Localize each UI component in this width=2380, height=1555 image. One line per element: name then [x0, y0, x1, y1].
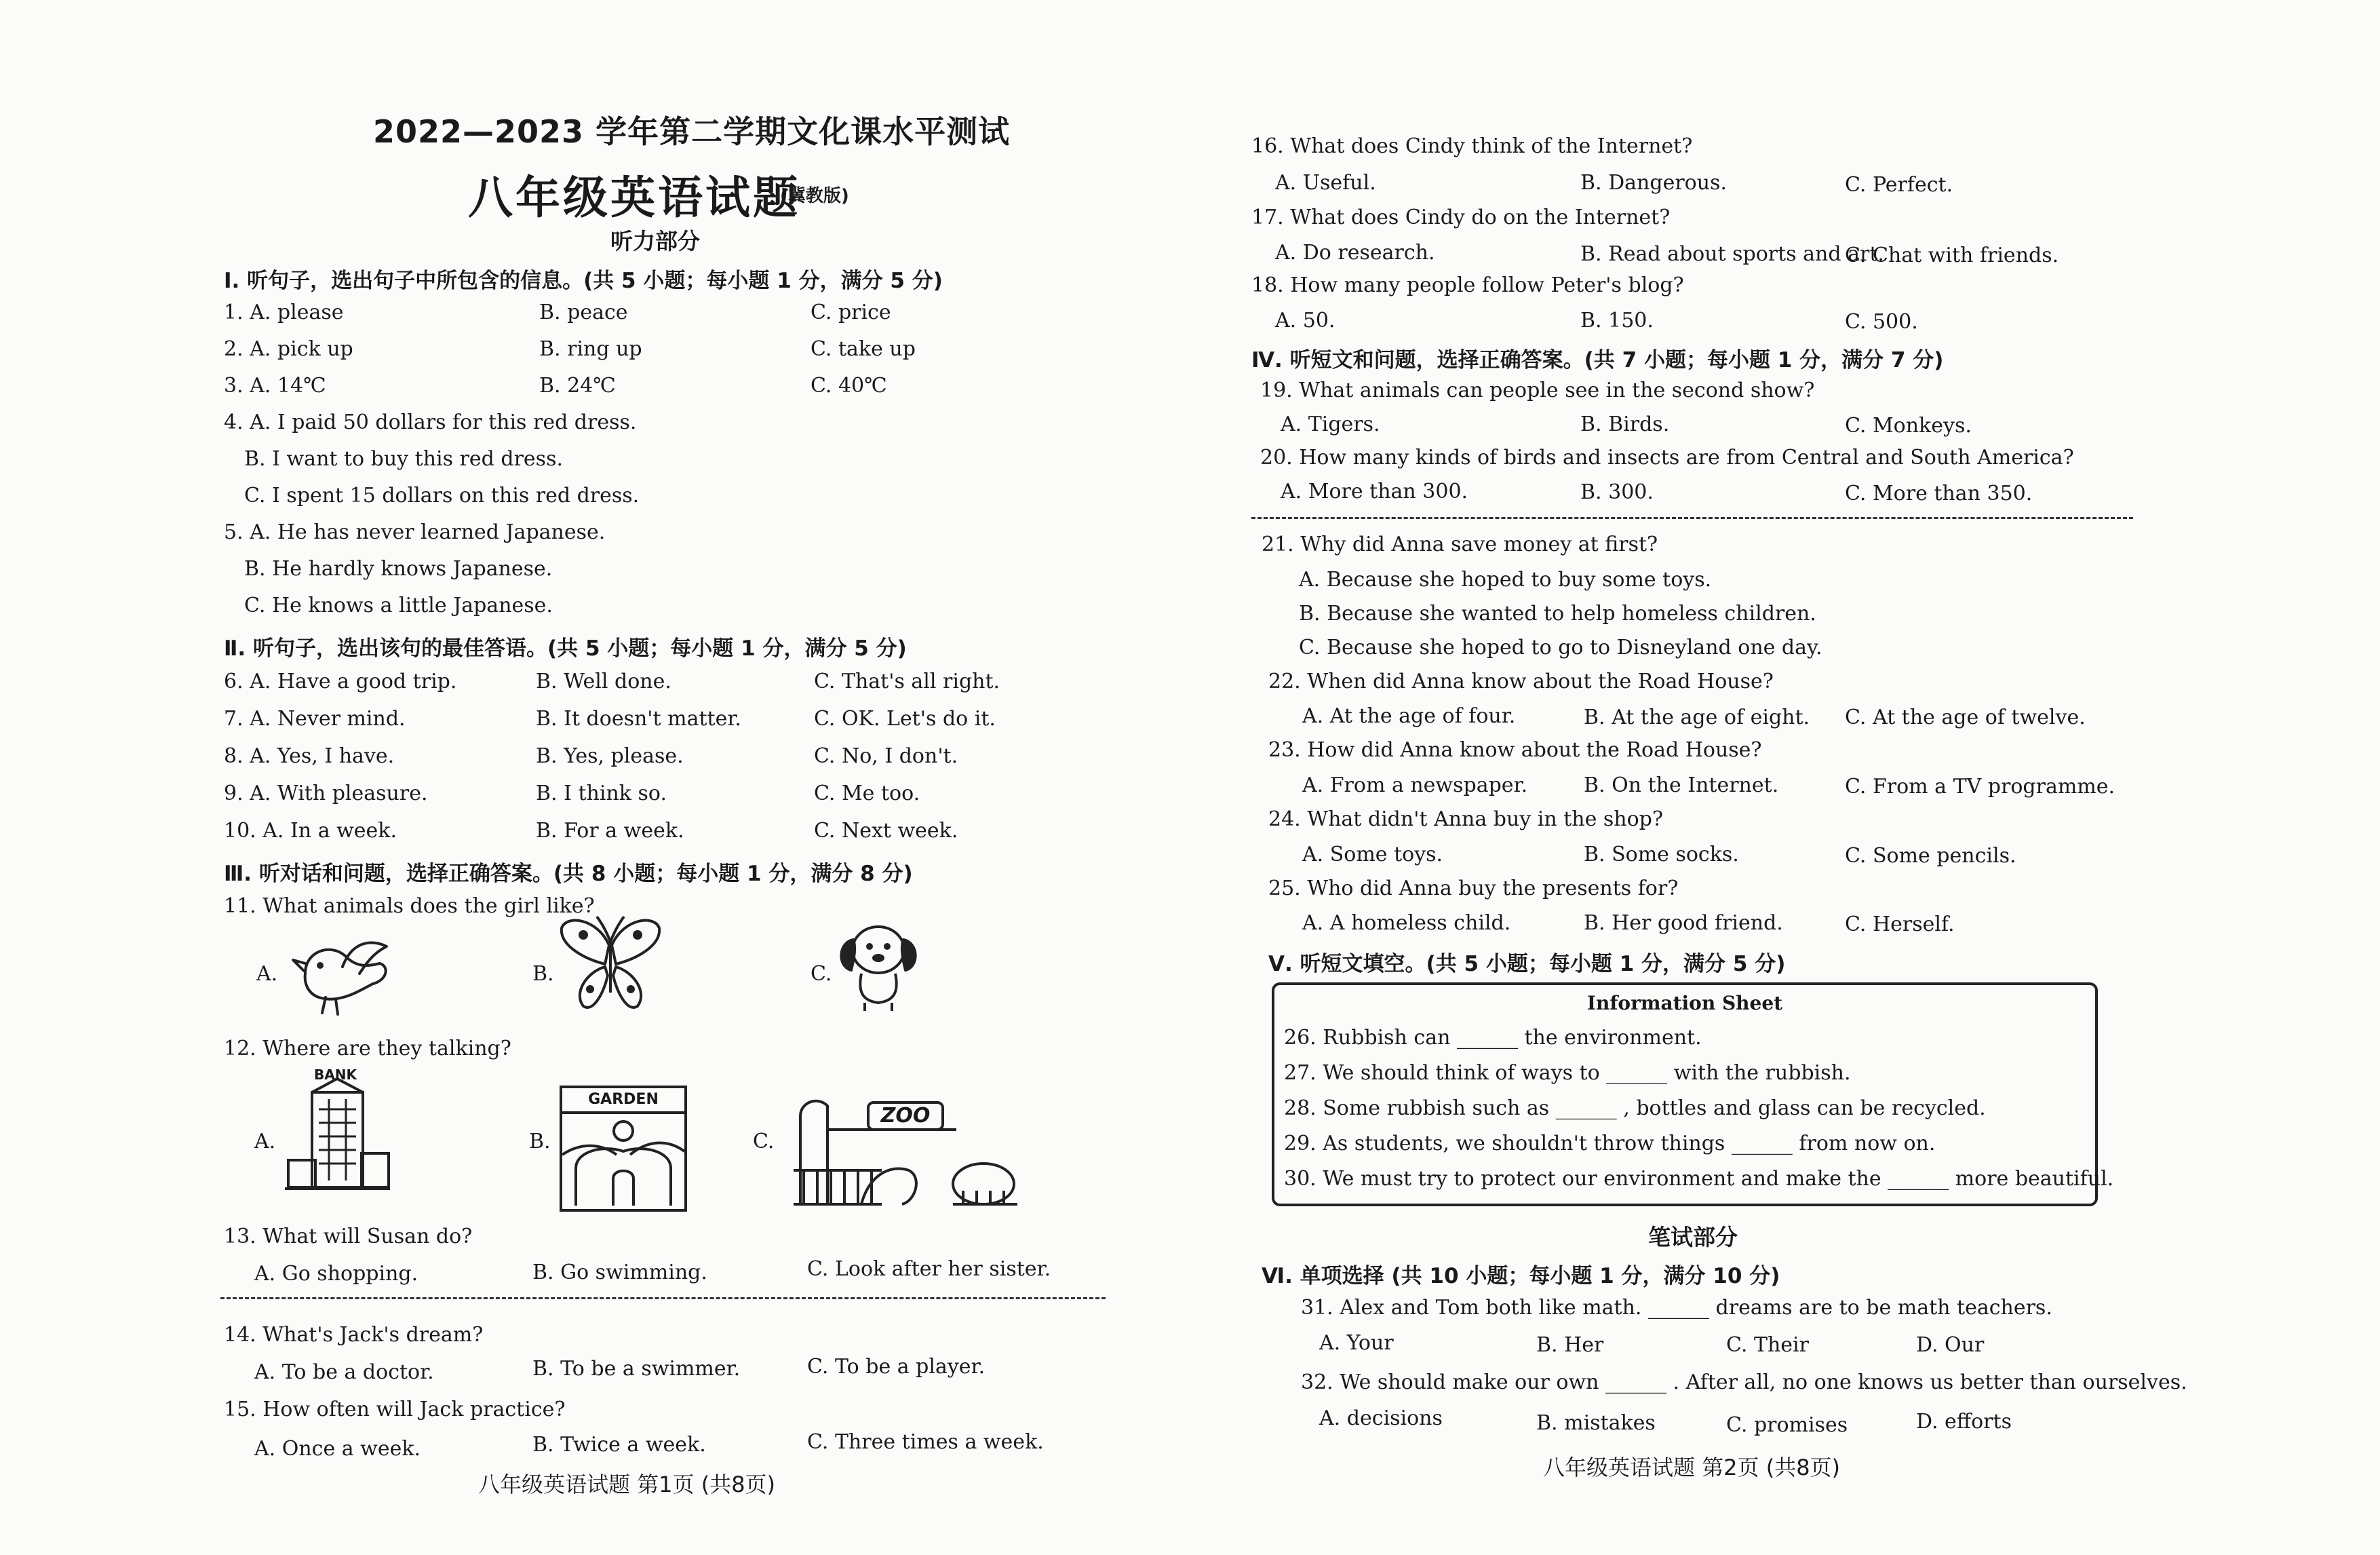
q16-option-a: A. Useful. [1275, 171, 1376, 195]
q12-stem: 12. Where are they talking? [224, 1037, 511, 1060]
q14-option-b: B. To be a swimmer. [532, 1357, 741, 1381]
q22-option-a: A. At the age of four. [1302, 704, 1516, 728]
q20-option-b: B. 300. [1580, 480, 1654, 504]
q12-label-a: A. [254, 1130, 276, 1153]
garden-picture [560, 1086, 687, 1212]
q24-option-c: C. Some pencils. [1845, 844, 2016, 868]
q8-option-b: B. Yes, please. [536, 744, 684, 768]
q17-stem: 17. What does Cindy do on the Internet? [1251, 206, 1671, 229]
q16-stem: 16. What does Cindy think of the Internet? [1251, 134, 1693, 158]
q8-option-a: 8. A. Yes, I have. [224, 744, 395, 768]
q11-label-a: A. [256, 962, 278, 986]
q3-option-c: C. 40℃ [811, 374, 887, 398]
q15-option-b: B. Twice a week. [532, 1433, 706, 1457]
q31-stem: 31. Alex and Tom both like math. ______ dreams are to be math teachers. [1301, 1296, 2052, 1320]
q24-option-b: B. Some socks. [1584, 843, 1739, 866]
q13-option-c: C. Look after her sister. [807, 1257, 1051, 1281]
q27-blank-line: 27. We should think of ways to ______ with the rubbish. [1284, 1061, 1851, 1085]
information-sheet-box [1272, 982, 2114, 1206]
section-2-heading: Ⅱ. 听句子，选出该句的最佳答语。(共 5 小题；每小题 1 分，满分 5 分) [224, 636, 907, 661]
q23-stem: 23. How did Anna know about the Road House? [1268, 738, 1762, 762]
q8-option-c: C. No, I don't. [814, 744, 958, 768]
q4-option-b: B. I want to buy this red dress. [244, 447, 564, 471]
q5-option-a: 5. A. He has never learned Japanese. [224, 520, 606, 544]
q25-option-c: C. Herself. [1845, 913, 1955, 936]
q31-option-d: D. Our [1916, 1333, 1985, 1357]
q6-option-b: B. Well done. [536, 670, 671, 693]
q21-stem: 21. Why did Anna save money at first? [1262, 533, 1658, 556]
q6-option-a: 6. A. Have a good trip. [224, 670, 457, 693]
exam-subject-title: 八年级英语试题 [468, 172, 800, 224]
bank-building-icon [281, 1072, 393, 1201]
edition-label: (冀教版) [780, 186, 849, 206]
q15-option-a: A. Once a week. [254, 1437, 421, 1461]
bird-picture [285, 926, 400, 1018]
q20-stem: 20. How many kinds of birds and insects are from Central and South America? [1260, 446, 2074, 469]
q5-option-c: C. He knows a little Japanese. [244, 594, 553, 617]
q18-stem: 18. How many people follow Peter's blog? [1251, 273, 1684, 297]
q32-option-a: A. decisions [1319, 1406, 1443, 1430]
q1-option-c: C. price [811, 301, 891, 324]
q10-option-c: C. Next week. [814, 819, 958, 843]
q9-option-b: B. I think so. [536, 782, 667, 805]
bank-picture [281, 1067, 393, 1201]
q21-option-b: B. Because she wanted to help homeless children. [1299, 602, 1816, 626]
q31-option-a: A. Your [1319, 1331, 1394, 1355]
q6-option-c: C. That's all right. [814, 670, 1000, 693]
q14-stem: 14. What's Jack's dream? [224, 1323, 484, 1347]
q25-option-a: A. A homeless child. [1302, 911, 1511, 935]
q2-option-a: 2. A. pick up [224, 337, 353, 361]
butterfly-picture [556, 911, 665, 1016]
q17-option-b: B. Read about sports and art. [1580, 242, 1884, 266]
section-4-heading: Ⅳ. 听短文和问题，选择正确答案。(共 7 小题；每小题 1 分，满分 7 分) [1251, 348, 1944, 372]
q2-option-c: C. take up [811, 337, 916, 361]
q9-option-a: 9. A. With pleasure. [224, 782, 428, 805]
q1-option-a: 1. A. please [224, 301, 344, 324]
q11-stem: 11. What animals does the girl like? [224, 894, 595, 918]
q17-option-c: C. Chat with friends. [1845, 244, 2059, 267]
exam-year-title: 2022—2023 学年第二学期文化课水平测试 [373, 113, 1011, 150]
q11-label-b: B. [532, 962, 554, 986]
cut-line-left [220, 1297, 1106, 1299]
q20-option-c: C. More than 350. [1845, 482, 2033, 505]
information-sheet-title: Information Sheet [1586, 992, 1783, 1014]
section-3-heading: Ⅲ. 听对话和问题，选择正确答案。(共 8 小题；每小题 1 分，满分 8 分) [224, 862, 913, 886]
q19-option-a: A. Tigers. [1281, 412, 1380, 436]
q30-blank-line: 30. We must try to protect our environment and make the ______ more beautiful. [1284, 1167, 2114, 1191]
q23-option-b: B. On the Internet. [1584, 773, 1779, 797]
q28-blank-line: 28. Some rubbish such as ______ , bottles and glass can be recycled. [1284, 1096, 1986, 1120]
q22-option-c: C. At the age of twelve. [1845, 706, 2086, 729]
q7-option-c: C. OK. Let's do it. [814, 707, 996, 731]
q25-option-b: B. Her good friend. [1584, 911, 1783, 935]
q5-option-b: B. He hardly knows Japanese. [244, 557, 553, 581]
zoo-picture [787, 1089, 1017, 1211]
q19-option-b: B. Birds. [1580, 412, 1670, 436]
q14-option-a: A. To be a doctor. [254, 1360, 434, 1384]
q31-option-c: C. Their [1726, 1333, 1809, 1357]
q32-option-c: C. promises [1726, 1413, 1848, 1437]
q18-option-b: B. 150. [1580, 309, 1654, 332]
listening-part-heading: 听力部分 [610, 228, 700, 254]
q18-option-a: A. 50. [1275, 309, 1335, 332]
q11-label-c: C. [811, 962, 832, 986]
q14-option-c: C. To be a player. [807, 1355, 986, 1379]
q22-stem: 22. When did Anna know about the Road House? [1268, 670, 1774, 693]
q1-option-b: B. peace [539, 301, 628, 324]
q7-option-b: B. It doesn't matter. [536, 707, 741, 731]
q24-option-a: A. Some toys. [1302, 843, 1443, 866]
q32-stem: 32. We should make our own ______ . After all, no one knows us better than ourselves. [1301, 1370, 2187, 1394]
q4-option-c: C. I spent 15 dollars on this red dress. [244, 484, 640, 507]
section-5-heading: Ⅴ. 听短文填空。(共 5 小题；每小题 1 分，满分 5 分) [1268, 952, 1786, 976]
q32-option-d: D. efforts [1916, 1410, 2012, 1434]
q26-blank-line: 26. Rubbish can ______ the environment. [1284, 1026, 1702, 1050]
q23-option-a: A. From a newspaper. [1302, 773, 1528, 797]
q17-option-a: A. Do research. [1275, 241, 1435, 265]
q19-stem: 19. What animals can people see in the second show? [1260, 379, 1815, 402]
q18-option-c: C. 500. [1845, 310, 1918, 334]
q21-option-c: C. Because she hoped to go to Disneyland one day. [1299, 636, 1822, 659]
q15-option-c: C. Three times a week. [807, 1430, 1044, 1454]
q13-stem: 13. What will Susan do? [224, 1225, 473, 1248]
q2-option-b: B. ring up [539, 337, 642, 361]
section-1-heading: Ⅰ. 听句子，选出句子中所包含的信息。(共 5 小题；每小题 1 分，满分 5 分) [224, 269, 943, 293]
q21-option-a: A. Because she hoped to buy some toys. [1299, 568, 1712, 592]
footer-page-2: 八年级英语试题 第2页 (共8页) [1543, 1455, 1841, 1480]
q13-option-b: B. Go swimming. [532, 1261, 707, 1284]
q15-stem: 15. How often will Jack practice? [224, 1398, 566, 1421]
q3-option-b: B. 24℃ [539, 374, 616, 398]
q10-option-b: B. For a week. [536, 819, 684, 843]
garden-sign: GARDEN [562, 1088, 684, 1114]
cut-line-right [1251, 517, 2133, 519]
q10-option-a: 10. A. In a week. [224, 819, 397, 843]
q24-stem: 24. What didn't Anna buy in the shop? [1268, 807, 1663, 831]
q16-option-b: B. Dangerous. [1580, 171, 1727, 195]
garden-scene-icon [562, 1114, 684, 1209]
q9-option-c: C. Me too. [814, 782, 920, 805]
q7-option-a: 7. A. Never mind. [224, 707, 406, 731]
q12-label-b: B. [529, 1130, 551, 1153]
q22-option-b: B. At the age of eight. [1584, 706, 1810, 729]
q23-option-c: C. From a TV programme. [1845, 775, 2115, 799]
q12-label-c: C. [753, 1130, 775, 1153]
q31-option-b: B. Her [1536, 1333, 1604, 1357]
q25-stem: 25. Who did Anna buy the presents for? [1268, 877, 1679, 900]
q13-option-a: A. Go shopping. [254, 1262, 418, 1286]
q19-option-c: C. Monkeys. [1845, 414, 1972, 438]
q32-option-b: B. mistakes [1536, 1411, 1656, 1435]
footer-page-1: 八年级英语试题 第1页 (共8页) [478, 1472, 776, 1497]
q20-option-a: A. More than 300. [1281, 480, 1468, 503]
section-6-heading: Ⅵ. 单项选择 (共 10 小题；每小题 1 分，满分 10 分) [1262, 1264, 1780, 1288]
dog-picture [834, 916, 922, 1014]
q16-option-c: C. Perfect. [1845, 173, 1953, 197]
q29-blank-line: 29. As students, we shouldn't throw things ______ from now on. [1284, 1132, 1936, 1155]
q4-option-a: 4. A. I paid 50 dollars for this red dress. [224, 410, 637, 434]
zoo-sign: ZOO [880, 1104, 931, 1128]
writing-part-heading: 笔试部分 [1648, 1224, 1738, 1250]
q3-option-a: 3. A. 14℃ [224, 374, 326, 398]
bank-sign: BANK [314, 1067, 357, 1083]
